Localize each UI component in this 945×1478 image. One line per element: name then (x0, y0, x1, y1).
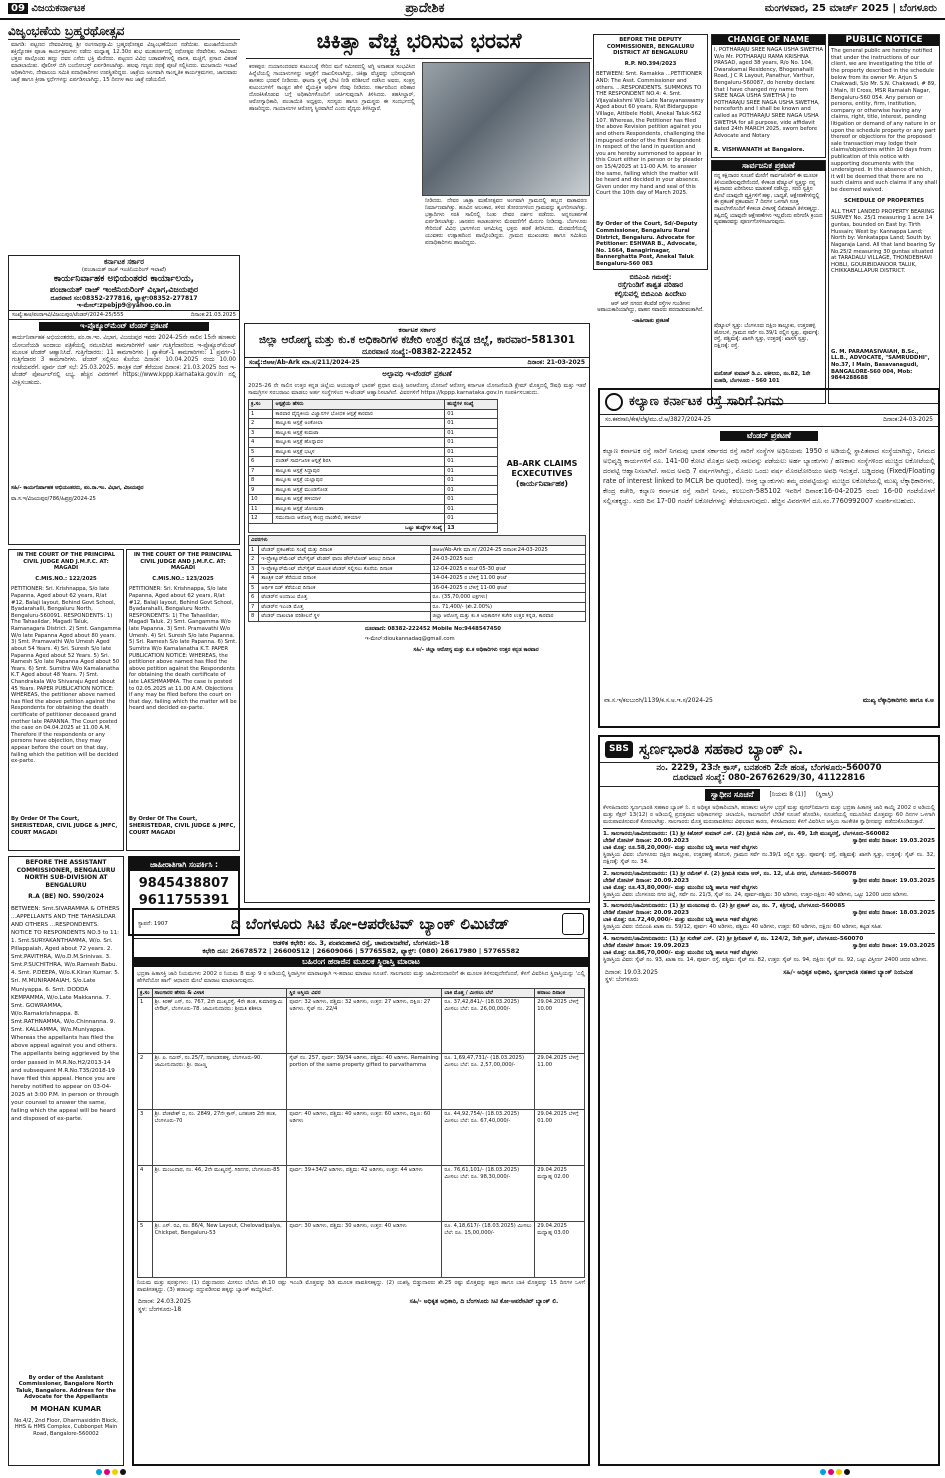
gov-label: ಕರ್ನಾಟಕ ಸರ್ಕಾರ (104, 258, 144, 266)
public-notice-kn (711, 160, 826, 404)
auction-place: ಸ್ಥಳ: ಬೆಂಗಳೂರು-18 (138, 1305, 182, 1313)
schedule-cell: 12-04-2025 ರ ಸಂಜೆ 05-30 ಘಂಟೆ (430, 564, 585, 574)
table-row (138, 1222, 585, 1278)
schedule-cell: ತಾಂತ್ರಿಕ ಬಿಡ್ ತೆರೆಯುವ ದಿನಾಂಕ (259, 574, 430, 584)
schedule-row (249, 564, 586, 574)
notice-sign: ಸಹಿ/- ಕಾರ್ಯನಿರ್ವಾಹಕ ಅಭಿಯಂತರರು, ಪಂ.ರಾ.ಇಂ. ವಿಭಾಗ, ವಿಜಯಪುರ (11, 485, 144, 492)
schedule-cell: ಟೆಂಡರ್ ಪ್ರಕಟಣೆಯ ಸಂಖ್ಯೆ ಮತ್ತು ದಿನಾಂಕ (259, 545, 430, 555)
notice-intro: ಕೆಳಸಹಿದಾರರು ಸ್ವರ್ಣಭಾರತಿ ಸಹಕಾರ ಬ್ಯಾಂಕ್ ನಿ. ನ ಅಧಿಕೃತ ಅಧಿಕಾರಿಯಾಗಿ, ಹಣಕಾಸು ಆಸ್ತಿಗಳ ಭದ್ರತೆ ಮತ್ತು ಪುನರ್‌ನಿರ್ಮಾಣ ಮತ್ತು ಭದ್ರತಾ ಹಿತಾಸಕ್ತಿ ಜಾರಿ ಕಾಯ್ದೆ 2002 ರ ಅಡಿಯಲ್ಲಿ ಮತ್ತು ಸೆಕ್ಷನ್ 13(12) ರ ಅಡಿಯಲ್ಲಿ ಪ್ರದತ್ತವಾದ ಅಧಿಕಾರಗಳನ್ನು ಚಲಾಯಿಸಿ, ಸಾಲಗಾರರಿಗೆ ಬೇಡಿಕೆ ಸೂಚನೆ ಹೊರಡಿಸಿ, ಸೂಚನೆಯಲ್ಲಿ ನಮೂದಿಸಿದ ಮೊತ್ತವನ್ನು 60 ದಿನಗಳ ಒಳಗಾಗಿ ಮರುಪಾವತಿಸುವಂತೆ ಕೋರಲಾಗಿತ್ತು. ಸಾಲಗಾರರು ಮೊತ್ತ ಮರುಪಾವತಿಸಲು ವಿಫಲರಾದ ಕಾರಣ, ಕೆಳಸಹಿದಾರರು ಕೆಳಗೆ ವಿವರಿಸಿದ ಆಸ್ತಿಯ ಸಾಂಕೇತಿಕ ಸ್ವಾಧೀನವನ್ನು ಪಡೆದುಕೊಂಡಿರುತ್ತಾರೆ. (603, 805, 935, 826)
schedule-row (249, 593, 586, 603)
table-cell: 01 (445, 419, 498, 429)
dc-title: BEFORE THE DEPUTY COMMISSIONER, BENGALURU DISTRICT AT BENGALURU (606, 37, 695, 57)
table-cell: 01 (445, 495, 498, 505)
ac-body: BETWEEN: Smt.SIVARAMMA & OTHERS ...APPELLANTS AND THE TAHASILDAR AND OTHERS ...RESPONDENTS. NOTICE TO RESPONDENTS NO.3 to 11: 1. Smt.SURYAKANTHAMMA, W/o. Sri. Pillappaiah, Aged about 72 years. 2. Smt.PAVITHRA, W/o.D.M.Srinivas. 3. Smt.P.SUCHITHRA, W/o.Ramesh Babu. 4. Smt. P.DEEPA, W/o.K.Kiran Kumar. 5. Sri. M.MUNIRAMAIAH, S/o.Late Muniyappa. 6. Smt. DODDA KEMPAMMA, W/o.Late Makkanna. 7. Smt. GOWRAMMA, W/o.Ramakrishnappa. 8. Smt.RATHNAMMA, W/o.Chinnanna. 9. Smt. KALLAMMA, W/o.Muniyappa. Whereas the appellants has filed the above appeal against you and others. The appellants being aggrieved by the order passed in M.R.No.H2/2013-14 and subsequent M.R.No.T35/2018-19 have filed this appeal. Hence you are hereby notified to appear on 03-04-2025 at 3:00 P.M. in person or through your counsel to answer the same, failing which the appeal will be heard and disposed of ex-parte. (11, 905, 120, 1123)
entry-borrowers: 4. ಸಾಲಗಾರರು/ಜಾಮೀನುದಾರರು: (1) ಶ್ರೀ ಸುರೇಶ್ ಎಸ್. (2) ಶ್ರೀ ಶ್ರೀನಿವಾಸ್ ಕೆ, ನಂ. 124/2, 3ನೇ ಕ್ರಾಸ್, ಬೆಂಗಳೂರು-560070 (603, 935, 864, 942)
table-cell: ಕಾರವಾರ ವೈದ್ಯಕೀಯ ವಿಜ್ಞಾನಗಳ ಭೋಧಕ ಆಸ್ಪತ್ರೆ ಕಾರವಾರ (273, 409, 445, 419)
table-cell: 01 (445, 428, 498, 438)
table-cell: ರೂ. 1,69,47,731/- (18.03.2025) ಮೀಸಲು ಬೆಲೆ: ರೂ. 2,57,00,000/- (442, 1054, 535, 1110)
table-cell: 01 (445, 466, 498, 476)
entry-possession-date: ಸ್ವಾಧೀನ ಪಡೆದ ದಿನಾಂಕ: 19.03.2025 (852, 942, 935, 949)
ac-title: BEFORE THE ASSISTANT COMMISSIONER, BENGALURU NORTH SUB-DIVISION AT BENGALURU (16, 859, 116, 889)
pn-body: The general public are hereby notified that under the instructions of our client, we are investigating the title of the property described in the schedule below from its owner Mr. Arjun S Chakwadi, S/o Mr. S.N. Chakwadi, # 89, I Main, III Cross, MSR Ramaiah Nagar, Bengaluru-560 054. Any person or persons, entity, firm, institution, company or otherwise having any claims, right, title, interest, pending litigation or demand of any nature in or upon the schedule property or any part thereof or objections for the proposed sale transaction may lodge their claims/objections within 10 days from publication of this notice with supporting documents with the undersigned. In the absence of which, it will be deemed that there are no such claims and such claims if any shall be deemed waived. (831, 48, 937, 194)
story-body: ಮಾಗಡಿ: ಪಟ್ಟಣದ ದೇವರವೀರಪ್ಪ ಶ್ರೀ ರಂಗನಾಥಸ್ವಾಮಿ ಬ್ರಹ್ಮರಥೋತ್ಸವ ವಿಜೃಂಭಣೆಯಿಂದ ನಡೆಯಿತು. ಮಂಜಾನೆಯಿಂದಲೇ ಶಕ್ತಿದ್ಯೋತಕ ಪೂಜಾ ಕಾರ್ಯಕ್ರಮಗಳು ನಡೆದು ಮಧ್ಯಾಹ್ನ 12.30ರ ಶುಭ ಮುಹೂರ್ತದಲ್ಲಿ ರಥೋತ್ಸವ ನೆರವೇರಿತು. ಸಾವಿರಾರು ಭಕ್ತರು ಪಾಲ್ಗೊಂಡು ಹಣ್ಣು ದವನ ಎಸೆದು ಭಕ್ತಿ ಮೆರೆದರು. ಪಟ್ಟಣದ ವಿವಿಧ ಬಡಾವಣೆಗಳಲ್ಲಿ ಪಾನಕ, ಮಜ್ಜಿಗೆ, ಪ್ರಸಾದ ವಿತರಣೆ ಮಾಡಲಾಯಿತು. ಪೊಲೀಸ್ ಬಿಗಿ ಬಂದೋಬಸ್ತ್ ಏರ್ಪಡಿಸಲಾಗಿತ್ತು. ಹಲವು ಗಣ್ಯರು ರಥಕ್ಕೆ ಪೂಜೆ ಸಲ್ಲಿಸಿದರು. ಮುಜರಾಯಿ ಇಲಾಖೆ ಅಧಿಕಾರಿಗಳು, ದೇವಾಲಯ ಸಮಿತಿ ಪದಾಧಿಕಾರಿಗಳು ಉಪಸ್ಥಿತರಿದ್ದರು. ಜಾತ್ರೆಯ ಅಂಗವಾಗಿ ಸಾಂಸ್ಕೃತಿಕ ಕಾರ್ಯಕ್ರಮಗಳು, ಜಾನುವಾರು ಜಾತ್ರೆ ಹಾಗೂ ಕ್ರೀಡಾ ಸ್ಪರ್ಧೆಗಳನ್ನು ಏರ್ಪಡಿಸಲಾಗಿದ್ದು, 15 ದಿನಗಳ ಕಾಲ ಜಾತ್ರೆ ನಡೆಯಲಿದೆ. (11, 42, 237, 83)
schedule-row (249, 574, 586, 584)
ad-contact-label: ಜಾಹೀರಾತಿಗಾಗಿ ಸಂಪರ್ಕಿಸಿ : (130, 858, 238, 871)
pn-schedule: ALL THAT LANDED PROPERTY BEARING SURVEY No. 25/1 measuring 1 acre 14 guntas, bounded on East by: Tirth Hussain; West by: Kannappa Land; North by: Venkatappa Land; South by: Nagaraja Land. All that land bearing Sy No.25/2 measuring 30 guntas situated at TARADALU VILLAGE, THONDEBHAVI HOBLI, GOURIBIDANOOR TALUK, CHIKKABALLAPUR DISTRICT. (831, 208, 936, 275)
story-title: ವಿಜೃಂಭಣೆಯ ಬ್ರಹ್ಮರಥೋತ್ಸವ (8, 24, 240, 40)
table-cell: 4 (138, 1166, 153, 1222)
schedule-cell: ಟೆಂಡರ್ ದಾಖಲಾತಿ ಪರಿಶೀಲನೆ ಸ್ಥಳ (259, 612, 430, 622)
auction-terms: ನಿಯಮ ಮತ್ತು ಷರತ್ತುಗಳು: (1) ಬಿಡ್ಡುದಾರರು ಮೀಸಲು ಬೆಲೆಯ ಶೇ.10 ರಷ್ಟು ಇಎಂಡಿ ಮೊತ್ತವನ್ನು ಡಿಡಿ ಮೂಲಕ ಪಾವತಿಸತಕ್ಕದ್ದು. (2) ಯಶಸ್ವಿ ಬಿಡ್ಡುದಾರರು ಶೇ.25 ರಷ್ಟು ಮೊತ್ತವನ್ನು ತಕ್ಷಣ ಹಾಗೂ ಬಾಕಿ ಮೊತ್ತವನ್ನು 15 ದಿನಗಳ ಒಳಗೆ ಪಾವತಿಸತಕ್ಕದ್ದು. (3) ಹರಾಜನ್ನು ರದ್ದುಪಡಿಸುವ ಹಕ್ಕನ್ನು ಬ್ಯಾಂಕ್ ಕಾಯ್ದಿರಿಸಿದೆ. (137, 1280, 585, 1294)
entry-borrowers: 1. ಸಾಲಗಾರರು/ಜಾಮೀನುದಾರರು: (1) ಶ್ರೀ ಕಿಶೋರ್ ಕುಮಾರ್ ಎಸ್. (2) ಶ್ರೀಮತಿ ಸವಿತಾ ಎಸ್, ನಂ. 49, 1ನೇ ಮುಖ್ಯರಸ್ತೆ, ಬೆಂಗಳೂರು-560082 (603, 831, 890, 838)
office-title: ಕಾರ್ಯನಿರ್ವಾಹಕ ಅಭಿಯಂತರರ ಕಾರ್ಯಾಲಯ, (53, 273, 195, 284)
court-sign: By Order Of The Court, SHERISTEDAR, CIVIL JUDGE & JMFC, COURT MAGADI (11, 816, 118, 836)
table-row (249, 438, 498, 448)
tender-kkrtc (598, 388, 940, 728)
notice-sign: ಮುಖ್ಯ ಲೆಕ್ಕಾಧಿಕಾರಿಗಳು ಹಾಗೂ ಕ.ಅ (862, 697, 934, 705)
table-cell: ಶ್ರೀ. ಕಿರಣ್ ಎಸ್, ನಂ. 767, 2ನೇ ಮುಖ್ಯರಸ್ತೆ, 4ನೇ ಹಂತ, ಕುಮಾರಸ್ವಾಮಿ ಲೇಔಟ್, ಬೆಂಗಳೂರು-78. ಜಾಮೀನುದಾರರು: ಶ್ರೀಮತಿ ಶಶಿಕಲಾ (152, 998, 287, 1054)
health-title: ಜಿಲ್ಲಾ ಆರೋಗ್ಯ ಮತ್ತು ಕು.ಕ ಅಧಿಕಾರಿಗಳ ಕಚೇರಿ ಉತ್ತರ ಕನ್ನಡ ಜಿಲ್ಲೆ, ಕಾರವಾರ-581301 (258, 334, 576, 347)
table-cell: ತಾಲ್ಲೂಕು ಆಸ್ಪತ್ರೆ ಭಟ್ಕಳ (273, 447, 445, 457)
table-cell: ರೂ. 44,92,754/- (18.03.2025) ಮೀಸಲು ಬೆಲೆ: ರೂ. 67,40,000/- (442, 1110, 535, 1166)
pp-schedule: ಷೆಡ್ಯೂಲ್ ಸ್ವತ್ತು: ಬೆಂಗಳೂರು ದಕ್ಷಿಣ ತಾಲ್ಲೂಕು, ಉತ್ತರಹಳ್ಳಿ ಹೋಬಳಿ, ಗ್ರಾಮದ ಸರ್ವೆ ನಂ.39/1 ರಲ್ಲಿನ ಸ್ವತ್ತು, ಪೂರ್ವಕ್ಕೆ: ರಸ್ತೆ, ಪಶ್ಚಿಮಕ್ಕೆ: ಖಾಸಗಿ ಸ್ವತ್ತು, ಉತ್ತರಕ್ಕೆ: ಖಾಸಗಿ ಸ್ವತ್ತು, ದಕ್ಷಿಣಕ್ಕೆ: ರಸ್ತೆ. (714, 323, 820, 349)
pp-title: ಸಾರ್ವಜನಿಕ ಪ್ರಕಟಣೆ (712, 161, 825, 171)
table-header: ಕ್ರ.ಸಂ (249, 400, 273, 410)
schedule-cell: 8 (249, 612, 259, 622)
table-cell: 01 (445, 447, 498, 457)
page-number: 09 ವಿಜಯಕರ್ನಾಟಕ (8, 3, 85, 16)
sbs-sign: ಸಹಿ/- ಅಧಿಕೃತ ಅಧಿಕಾರಿ, ಸ್ವರ್ಣಭಾರತಿ ಸಹಕಾರ ಬ್ಯಾಂಕ್ ನಿಯಮಿತ (783, 968, 913, 976)
table-row (249, 428, 498, 438)
schedule-cell: 4 (249, 574, 259, 584)
notice-title: ಇ-ಪ್ರೊಕ್ಯೂರ್‌ಮೆಂಟ್ ಟೆಂಡರ್ ಪ್ರಕಟಣೆ (39, 322, 209, 331)
story-body: ಕನಕಪುರ: ದಯಾನಂದರವರ ಕುಟುಂಬಕ್ಕೆ ಸೇರಿದ ಮನೆ ಸಮೀಪದಲ್ಲಿ ಅಗ್ನಿ ಅನಾಹುತ ಸಂಭವಿಸಿದ ಹಿನ್ನೆಲೆಯಲ್ಲಿ ಗಾಯಾಳುಗಳನ್ನು ಆಸ್ಪತ್ರೆಗೆ ದಾಖಲಿಸಲಾಗಿದ್ದು, ಚಿಕಿತ್ಸಾ ವೆಚ್ಚವನ್ನು ಭರಿಸುವುದಾಗಿ ಶಾಸಕರು ಭರವಸೆ ನೀಡಿದರು. ಘಟನಾ ಸ್ಥಳಕ್ಕೆ ಭೇಟಿ ನೀಡಿ ಪರಿಶೀಲನೆ ನಡೆಸಿದ ಅವರು, ಸಂತ್ರಸ್ತ ಕುಟುಂಬಗಳಿಗೆ ಸಾಂತ್ವನ ಹೇಳಿ ವೈಯಕ್ತಿಕ ಆರ್ಥಿಕ ನೆರವು ನೀಡಿದರು. ಸರ್ಕಾರದಿಂದ ಪರಿಹಾರ ದೊರಕಿಸಿಕೊಡುವ ಬಗ್ಗೆ ಅಧಿಕಾರಿಗಳೊಂದಿಗೆ ಚರ್ಚಿಸುವುದಾಗಿ ತಿಳಿಸಿದರು. ತಹಸೀಲ್ದಾರ್, ಆರೋಗ್ಯಾಧಿಕಾರಿ, ಪಂಚಾಯಿತಿ ಅಧ್ಯಕ್ಷರು, ಸದಸ್ಯರು ಹಾಗೂ ಗ್ರಾಮಸ್ಥರು ಈ ಸಂದರ್ಭದಲ್ಲಿ ಹಾಜರಿದ್ದರು. ಗಾಯಾಳುಗಳ ಆರೋಗ್ಯ ಸ್ಥಿರವಾಗಿದೆ ಎಂದು ವೈದ್ಯರು ತಿಳಿಸಿದ್ದಾರೆ. (249, 64, 415, 112)
table-cell: 29.04.2025 ಬೆಳಿಗ್ಗೆ 01.00 (535, 1110, 585, 1166)
table-row (249, 409, 498, 419)
schedule-cell: 14-04-2025 ರ ಬೆಳಿಗ್ಗೆ 11.00 ಘಂಟೆ (430, 574, 585, 584)
table-row (249, 495, 498, 505)
table-row (249, 457, 498, 467)
schedule-cell: ರೂ. (35,70,000 ಲಕ್ಷಗಳು) (430, 593, 585, 603)
ac-sign: By order of the Assistant Commissioner, Bangalore North Taluk, Bangalore. Address for the Advocate for the Appellants (15, 1374, 117, 1401)
entry-amount: ಬಾಕಿ ಮೊತ್ತ: ರೂ.72,40,000/- ಮತ್ತು ಮುಂದಿನ ಬಡ್ಡಿ ಹಾಗೂ ಇತರೆ ವೆಚ್ಚಗಳು (603, 917, 758, 924)
public-notice-en (828, 34, 940, 404)
story-title: ಚಿಕಿತ್ಸಾ ವೆಚ್ಚ ಭರಿಸುವ ಭರವಸೆ (246, 24, 592, 59)
table-cell: 5 (249, 447, 273, 457)
ref-date: ದಿನಾಂಕ:24-03-2025 (883, 417, 933, 423)
tender-schedule-table (248, 535, 586, 622)
table-row (249, 447, 498, 457)
ac-address: No.4/2, 2nd Floor, Dharmasiddin Block, HHS & HMS Complex, Cubbonpet Main Road, Bangalore-560002 (14, 1417, 118, 1437)
table-cell: 1 (249, 409, 273, 419)
mini-line-1: ಬಿಬಿಎಂಪಿ ಗಮನಕ್ಕೆ: (629, 273, 672, 281)
table-header: ಸ್ಥಿರ ಆಸ್ತಿಯ ವಿವರ (287, 988, 442, 998)
entry-possession-date: ಸ್ವಾಧೀನ ಪಡೆದ ದಿನಾಂಕ: 18.03.2025 (852, 910, 935, 917)
entry-property: ಸ್ಥಿರಾಸ್ತಿಯ ವಿವರ: ಬೆಂಗಳೂರು ದಕ್ಷಿಣ ತಾಲ್ಲೂಕು, ಉತ್ತರಹಳ್ಳಿ ಹೋಬಳಿ, ಗ್ರಾಮದ ಸರ್ವೆ ನಂ.39/1 ರಲ್ಲಿನ ಸ್ವತ್ತು. ಪೂರ್ವಕ್ಕೆ: ರಸ್ತೆ, ಪಶ್ಚಿಮಕ್ಕೆ: ಖಾಸಗಿ ಸ್ವತ್ತು, ಉತ್ತರಕ್ಕೆ: ಸೈಟ್ ನಂ. 32, ದಕ್ಷಿಣಕ್ಕೆ: ಸೈಟ್ ನಂ. 34. (603, 852, 935, 865)
news-photo (422, 62, 590, 196)
table-row (138, 1166, 585, 1222)
table-row (138, 1110, 585, 1166)
court-body: PETITIONER: Sri. Krishnappa, S/o late Papanna, Aged about 62 years, R/at #12, Balaji layout, Behind Govt School, Byadarahalli, Bengaluru North, Bengaluru-560091. RESPONDENTS: 1) The Tahasildar, Magadi Taluk, Ramanagara District. 2) Smt. Gangamma W/o late Papanna Aged about 80 years. 3) Smt. Pramavathi W/o Umesh Aged about 54 Years. 4) Sri. Suresh S/o late Papanna Aged about 52 Years. 5) Sri. Ramesh S/o late Papanna Aged about 50 Years. 6) Smt. Sumitra W/o Kamalanatha K.T Aged about 48 Years. 7) Smt. Chandrakala W/o Shivaraju Aged about 45 Years. PAPER PUBLICATION NOTICE: WHEREAS, the petitioner above named has filed the above petition against the Respondents for obtaining the death certificate of petitioner deceased grand mother late PAPANNA. The Court posted the case on 04.04.2025 at 11.00 A.M. Therefore if the respondents or any persons have objection, they may appear before the court on that day, failing which the petition will be decided ex-parte. (11, 586, 121, 765)
table-cell: 3 (249, 428, 273, 438)
entry-amount: ಬಾಕಿ ಮೊತ್ತ: ರೂ.58,20,000/- ಮತ್ತು ಮುಂದಿನ ಬಡ್ಡಿ ಹಾಗೂ ಇತರೆ ವೆಚ್ಚಗಳು (603, 845, 758, 852)
notice-rule: [ನಿಯಮ 8 (1)] (769, 791, 806, 799)
health-sign: ಸಹಿ/- ಜಿಲ್ಲಾ ಆರೋಗ್ಯ ಮತ್ತು ಕು.ಕ ಅಧಿಕಾರಿಗಳು ಉತ್ತರ ಕನ್ನಡ ಕಾರವಾರ (413, 646, 539, 653)
court-title: IN THE COURT OF THE PRINCIPAL CIVIL JUDGE AND J.M.F.C. AT: MAGADI (16, 552, 116, 572)
entry-property: ಸ್ಥಿರಾಸ್ತಿಯ ವಿವರ: ಬೆಂಗಳೂರು ನಗರ ಜಿಲ್ಲೆ, ಸರ್ವೆ ನಂ. 21/3, ಸೈಟ್ ನಂ. 24, ಪೂರ್ವ-ಪಶ್ಚಿಮ: 30 ಅಡಿಗಳು, ಉತ್ತರ-ದಕ್ಷಿಣ: 40 ಅಡಿಗಳು, ಒಟ್ಟು 1200 ಚದರ ಅಡಿಗಳು. (603, 891, 909, 898)
notice-title: ಅಲ್ಪಾವಧಿ ಇ-ಟೆಂಡರ್ ಪ್ರಕಟಣೆ (382, 370, 452, 379)
table-row (249, 419, 498, 429)
table-cell: 01 (445, 504, 498, 514)
table-cell: 5 (138, 1222, 153, 1278)
table-header: ಬಾಕಿ ಮೊತ್ತ / ಮೀಸಲು ಬೆಲೆ (442, 988, 535, 998)
table-cell: 01 (445, 457, 498, 467)
sbs-date: ದಿನಾಂಕ: 19.03.2025 (605, 968, 658, 976)
entry-possession-date: ಸ್ವಾಧೀನ ಪಡೆದ ದಿನಾಂಕ: 19.03.2025 (852, 838, 935, 845)
story-body-continued: ನೀಡಿದರು. ದೇವರ ಜಾತ್ರಾ ಮಹೋತ್ಸವದ ಅಂಗವಾಗಿ ಗ್ರಾಮದಲ್ಲಿ ಹಬ್ಬದ ವಾತಾವರಣ ನಿರ್ಮಾಣವಾಗಿತ್ತು. ಹೂವಿನ ಅಲಂಕಾರ, ತಳಿರು ತೋರಣಗಳಿಂದ ಗ್ರಾಮವನ್ನು ಶೃಂಗರಿಸಲಾಗಿತ್ತು. ಭಕ್ತಾದಿಗಳು ಸರತಿ ಸಾಲಿನಲ್ಲಿ ನಿಂತು ದೇವರ ದರ್ಶನ ಪಡೆದರು. ಅನ್ನಸಂತರ್ಪಣೆ ಏರ್ಪಡಿಸಲಾಗಿತ್ತು. ಜಾನಪದ ಕಲಾತಂಡಗಳು ಮೆರವಣಿಗೆಗೆ ಮೆರುಗು ನೀಡಿದವು. ಬೆಂಗಳೂರು ಸೇರಿದಂತೆ ವಿವಿಧ ಭಾಗಗಳಿಂದ ಆಗಮಿಸಿದ್ದ ಭಕ್ತರು ಹರಕೆ ತೀರಿಸಿದರು. ಮೆರವಣಿಗೆಯಲ್ಲಿ ಯುವಕರು ಉತ್ಸಾಹದಿಂದ ಪಾಲ್ಗೊಂಡಿದ್ದರು. ಗ್ರಾಮದ ಮುಖಂಡರು ಹಾಗೂ ಸಮಿತಿಯ ಪದಾಧಿಕಾರಿಗಳು ಹಾಜರಿದ್ದರು. (425, 198, 587, 246)
entry-property: ಸ್ಥಿರಾಸ್ತಿಯ ವಿವರ: ಸೈಟ್ ನಂ. 93, ಖಾತಾ ನಂ. 14, ಪೂರ್ವ: ರಸ್ತೆ, ಪಶ್ಚಿಮ: ಸೈಟ್ ನಂ. 82, ಉತ್ತರ: ಸೈಟ್ ನಂ. 94, ದಕ್ಷಿಣ: ಸೈಟ್ ನಂ. 92, ಒಟ್ಟು ವಿಸ್ತೀರ್ಣ 2400 ಚದರ ಅಡಿಗಳು. (603, 956, 928, 963)
entry-property: ಸ್ಥಿರಾಸ್ತಿಯ ವಿವರ: ಬಿಬಿಎಂಪಿ ಖಾತಾ ನಂ. 59/12, ಪೂರ್ವ: 40 ಅಡಿಗಳು, ಪಶ್ಚಿಮ: 40 ಅಡಿಗಳು, ಉತ್ತರ: 60 ಅಡಿಗಳು, ದಕ್ಷಿಣ: 60 ಅಡಿಗಳು, ಕಟ್ಟಡ ಸಹಿತ. (603, 924, 883, 931)
ac-case: R.A (BE) NO. 590/2024 (28, 893, 104, 900)
office-email: ಇ-ಮೇಲ್:zpebjp9@yahoo.co.in (76, 302, 171, 310)
table-cell: ಶ್ರೀ. ವೆಂಕಟೇಶ್ ಬಿ, ನಂ. 2849, 27ನೇ ಕ್ರಾಸ್, ಬನಶಂಕರಿ 2ನೇ ಹಂತ, ಬೆಂಗಳೂರು-70 (152, 1110, 287, 1166)
dc-sign: By Order of the Court, Sd/-Deputy Commissioner, Bengaluru Rural District, Bengaluru. Advocate for Petitioner: ESHWAR B., Advocate, No. 1664, Banagirinagar, Bannerghatta Post, Anekal Taluk Bengaluru-560 083 (596, 221, 698, 268)
ref-number: ಸಂಖ್ಯೆ:ಕಾಅ/ಪಂರಾಇವಿ/ವಿಜಯಪುರ/ಟೆಂಡರ್/2024-25/555 (12, 311, 124, 318)
sbs-address: ನಂ. 2229, 23ನೇ ಕ್ರಾಸ್, ಬನಶಂಕರಿ 2ನೇ ಹಂತ, ಬೆಂಗಳೂರು-560070 (656, 762, 882, 773)
notice-intro: ಭದ್ರತಾ ಹಿತಾಸಕ್ತಿ ಜಾರಿ ನಿಯಮಗಳು 2002 ರ ನಿಯಮ 8 ಮತ್ತು 9 ರ ಅಡಿಯಲ್ಲಿ ಸ್ಥಿರಾಸ್ತಿಗಳ ಮಾರಾಟಕ್ಕಾಗಿ ಇ-ಹರಾಜು ಮಾರಾಟ ಸೂಚನೆ. ಸಾಲಗಾರರು ಮತ್ತು ಜಾಮೀನುದಾರರಿಗೆ ಈ ಮೂಲಕ ತಿಳಿಸುವುದೇನೆಂದರೆ, ಕೆಳಗೆ ವಿವರಿಸಿದ ಸ್ಥಿರಾಸ್ತಿಯನ್ನು 'ಎಲ್ಲಿ ಹೇಗಿದೆಯೋ ಹಾಗೆ' ಆಧಾರದ ಮೇಲೆ ಮಾರಾಟ ಮಾಡಲಾಗುವುದು. (137, 971, 585, 985)
schedule-cell: 3 (249, 564, 259, 574)
schedule-cell: ಜಿಲ್ಲಾ ಆರೋಗ್ಯ ಮತ್ತು ಕು.ಕ ಅಧಿಕಾರಿಗಳ ಕಚೇರಿ ಉತ್ತರ ಕನ್ನಡ, ಕಾರವಾರ (430, 612, 585, 622)
table-cell: ಪೂರ್ವ: 30 ಅಡಿಗಳು, ಪಶ್ಚಿಮ: 30 ಅಡಿಗಳು, ಉತ್ತರ: 40 ಅಡಿಗಳು (287, 1222, 442, 1278)
auction-bcc (132, 908, 590, 1466)
mini-line-3: ಕಲ್ಪಿಸುವಲ್ಲಿ ಬಿಬಿಎಂಪಿ ಹಿಂದೇಟು (614, 289, 687, 298)
entry-amount: ಬಾಕಿ ಮೊತ್ತ: ರೂ.86,70,000/- ಮತ್ತು ಮುಂದಿನ ಬಡ್ಡಿ ಹಾಗೂ ಇತರೆ ವೆಚ್ಚಗಳು (603, 949, 758, 956)
table-cell: ತಾಲ್ಲೂಕು ಆಸ್ಪತ್ರೆ ಅಂಕೋಲಾ (273, 419, 445, 429)
registration-marks-right (820, 1469, 850, 1475)
possession-entry (603, 868, 935, 901)
bank-phone: ಕಛೇರಿ ದೂ: 26678572 | 26600512 | 26609066 | 57765582, ಫ್ಯಾಕ್ಸ್: (080) 26617980 | 57765582 (202, 947, 520, 956)
schedule-cell: ಇ-ಪ್ರೊಕ್ಯೂರ್‌ಮೆಂಟ್ ವೆಬ್‌ಸೈಟ್ ಟೆಂಡರ್ ಫಾರಂ ಡೌನ್‌ಲೋಡ್ ಆರಂಭ ದಿನಾಂಕ (259, 555, 430, 565)
schedule-row (249, 545, 586, 555)
entry-demand-date: ಬೇಡಿಕೆ ನೋಟಿಸ್ ದಿನಾಂಕ: 19.09.2023 (603, 942, 690, 949)
table-row (249, 514, 498, 524)
issue-date: ಮಂಗಳವಾರ, 25 ಮಾರ್ಚ್ 2025 | ಬೆಂಗಳೂರು (764, 2, 937, 14)
table-cell: 3 (138, 1110, 153, 1166)
table-cell: 01 (445, 438, 498, 448)
post-name: AB-ARK CLAIMS ECXECUTIVES (ಕಾರ್ಯನಿರ್ವಾಹಕ) (506, 459, 578, 489)
notice-title: ಟೆಂಡರ್ ಪ್ರಕಟಣೆ (720, 431, 818, 441)
table-cell: ಪೂರ್ವ: 39+34/2 ಅಡಿಗಳು, ಪಶ್ಚಿಮ: 42 ಅಡಿಗಳು, ಉತ್ತರ: 44 ಅಡಿಗಳು (287, 1166, 442, 1222)
dc-notice (593, 34, 708, 270)
notice-body: ಕಲ್ಯಾಣ ಕರ್ನಾಟಕ ರಸ್ತೆ ಸಾರಿಗೆ ನಿಗಮವು ಭಾರತ ಸರ್ಕಾರದ ರಸ್ತೆ ಸಾರಿಗೆ ಸಂಸ್ಥೆಗಳ ಅಧಿನಿಯಮ 1950 ರ ಅಡಿಯಲ್ಲಿ ಸ್ಥಾಪಿತವಾದ ಸಂಸ್ಥೆಯಾಗಿದ್ದು, ನಿಗಮದ ಅಭಿವೃದ್ಧಿ ಕಾರ್ಯಗಳಿಗೆ ರೂ. 141-00 ಕೋಟಿ ಮೊತ್ತದ ಅವಧಿ ಸಾಲವನ್ನು ಪಡೆಯಲು ಅರ್ಹ ಬ್ಯಾಂಕುಗಳು / ಹಣಕಾಸು ಸಂಸ್ಥೆಗಳಿಂದ ಮುಚ್ಚಿದ ಲಕೋಟೆಯಲ್ಲಿ ದರಪಟ್ಟಿ ಆಹ್ವಾನಿಸಲಾಗಿದೆ. ಸಾಲದ ಅವಧಿ 7 ವರ್ಷಗಳಾಗಿದ್ದು, ಮೊದಲ ಒಂದು ವರ್ಷ ಮೊರಟೋರಿಯಂ ಅವಧಿ ಇರುತ್ತದೆ. ಬಡ್ಡಿದರವು (Fixed/Floating rate of interest linked to MCLR be quoted). ಆಸಕ್ತ ಬ್ಯಾಂಕುಗಳು ತಮ್ಮ ದರಪಟ್ಟಿಯನ್ನು ಮುಚ್ಚಿದ ಲಕೋಟೆಯಲ್ಲಿ ಮುಖ್ಯ ಲೆಕ್ಕಾಧಿಕಾರಿಗಳು, ಕೇಂದ್ರ ಕಚೇರಿ, ಕಲ್ಯಾಣ ಕರ್ನಾಟಕ ರಸ್ತೆ ಸಾರಿಗೆ ನಿಗಮ, ಕಲಬುರಗಿ-585102 ಇವರಿಗೆ ದಿನಾಂಕ:16-04-2025 ರಂದು 16-00 ಗಂಟೆಯೊಳಗೆ ಸಲ್ಲಿಸತಕ್ಕದ್ದು. ಸದರಿ ದಿನ 17-00 ಗಂಟೆಗೆ ಲಕೋಟೆಗಳನ್ನು ತೆರೆಯಲಾಗುವುದು. ಹೆಚ್ಚಿನ ವಿವರಗಳಿಗೆ ದೂ.ಸಂ.7760992007 ಸಂಪರ್ಕಿಸಬಹುದು. (603, 447, 935, 505)
possession-sbs (598, 735, 940, 1466)
tender-vijayapura (8, 255, 240, 545)
mini-line-5: -ಜಾಹೀರಾತು ಪ್ರಕಟಣೆ (631, 317, 670, 324)
health-phone: ದೂರವಾಣಿ ಸಂಖ್ಯೆ:-08382-222452 (362, 347, 472, 357)
notice-body: ಕಾರ್ಯನಿರ್ವಾಹಕ ಅಭಿಯಂತರರು, ಪಂ.ರಾ.ಇಂ. ವಿಭಾಗ, ವಿಜಯಪುರ ಇವರು 2024-25ನೇ ಸಾಲಿನ 15ನೇ ಹಣಕಾಸು ಯೋಜನೆಯಡಿ ಅಂದಾಜು ಪತ್ರಿಕೆಯಲ್ಲಿ ನಮೂದಿಸಿದ ಕಾಮಗಾರಿಗಳಿಗೆ ಅರ್ಹ ಗುತ್ತಿಗೆದಾರರಿಂದ ಇ-ಪ್ರೊಕ್ಯೂರ್‌ಮೆಂಟ್ ಮೂಲಕ ಟೆಂಡರ್ ಆಹ್ವಾನಿಸಿದೆ. ಗುತ್ತಿಗೆದಾರರು: 11 ಕಾಮಗಾರಿಗಳು | ಪ್ಯಾಕೇಜ್-1 ಕಾಮಗಾರಿಗಳು: 1 ಪ್ರವರ್ಗ-1 ಗುತ್ತಿಗೆದಾರರ 3 ಕಾಮಗಾರಿಗಳು. ಟೆಂಡರ್ ಸಲ್ಲಿಸಲು ಕೊನೆಯ ದಿನಾಂಕ: 10.04.2025 ರಂದು 10.00 ಗಂಟೆಯವರೆಗೆ. ಪೂರ್ವ ಬಿಡ್ ಸಭೆ: 25.03.2025. ತಾಂತ್ರಿಕ ಬಿಡ್ ತೆರೆಯುವ ದಿನಾಂಕ: 21.03.2025 ರಿಂದ ಇ-ಟೆಂಡರ್ ಪೋರ್ಟಲ್‌ನಲ್ಲಿ ಲಭ್ಯ. ಹೆಚ್ಚಿನ ವಿವರಗಳಿಗೆ https://www.kppp.karnataka.gov.in ನಲ್ಲಿ ವೀಕ್ಷಿಸಬಹುದು. (12, 335, 236, 386)
court-title: IN THE COURT OF THE PRINCIPAL CIVIL JUDGE AND J.M.F.C. AT: MAGADI (133, 552, 233, 572)
table-cell: 8 (249, 476, 273, 486)
mini-civic-ad (593, 273, 708, 404)
pp-body: ನನ್ನ ಕಕ್ಷಿದಾರರ ಸೂಚನೆ ಮೇರೆಗೆ ಸಾರ್ವಜನಿಕರಿಗೆ ಈ ಮೂಲಕ ತಿಳಿಯಪಡಿಸುವುದೇನೆಂದರೆ, ಕೆಳಕಂಡ ಷೆಡ್ಯೂಲ್ ಸ್ವತ್ತನ್ನು ನನ್ನ ಕಕ್ಷಿದಾರರು ಖರೀದಿಸಲು ಮಾತುಕತೆ ನಡೆಸಿದ್ದು, ಸದರಿ ಸ್ವತ್ತಿನ ಮೇಲೆ ಯಾವುದೇ ವ್ಯಕ್ತಿಗಳಿಗೆ ಹಕ್ಕು, ಬಾಧ್ಯತೆ, ಆಕ್ಷೇಪಣೆಗಳಿದ್ದಲ್ಲಿ ಈ ಪ್ರಕಟಣೆ ಪ್ರಕಟವಾದ 7 ದಿನಗಳ ಒಳಗಾಗಿ ಸೂಕ್ತ ದಾಖಲೆಗಳೊಂದಿಗೆ ಕೆಳಕಂಡ ವಿಳಾಸಕ್ಕೆ ಲಿಖಿತವಾಗಿ ತಿಳಿಸತಕ್ಕದ್ದು. ತಪ್ಪಿದಲ್ಲಿ ಯಾವುದೇ ಆಕ್ಷೇಪಣೆಗಳು ಇಲ್ಲವೆಂದು ಪರಿಗಣಿಸಿ ಕ್ರಯದ ವ್ಯವಹಾರವನ್ನು ಪೂರ್ಣಗೊಳಿಸಲಾಗುವುದು. (714, 173, 823, 226)
pn-sign: G. M. PARAMASIVAIAH, B.Sc., LL.B., ADVOCATE, "SAMRUDDHI", No.37, I Main, Basavanagudi, BANGALORE-560 004, Mob: 9844288688 (831, 348, 930, 382)
table-cell: ಶ್ರೀ. ಎಸ್. ರವಿ, ನಂ. 86/4, New Layout, Chelovadipalya, Chickpet, Bengaluru-53 (152, 1222, 287, 1278)
table-cell: 01 (445, 514, 498, 524)
table-cell: ತಾಲ್ಲೂಕು ಆಸ್ಪತ್ರೆ ಕುಮಟಾ (273, 428, 445, 438)
registration-dot (96, 1469, 102, 1475)
registration-marks-left (96, 1469, 126, 1475)
table-cell: ತಾಲ್ಲೂಕು ಆಸ್ಪತ್ರೆ ಹೊನ್ನಾವರ (273, 438, 445, 448)
ad-contact-phone-1[interactable]: 9845438807 (138, 876, 230, 892)
dept-sub: (ಪಂಚಾಯತ್ ರಾಜ್ ಇಂಜಿನಿಯರಿಂಗ್ ಇಲಾಖೆ) (81, 266, 167, 273)
court-case: C.MIS.NO.: 122/2025 (35, 575, 97, 582)
change-of-name (711, 34, 826, 158)
table-cell: ತಾಲ್ಲೂಕು ಆಸ್ಪತ್ರೆ ಸಿದ್ದಾಪುರ (273, 466, 445, 476)
pp-sign: ಮನೋಜ್ ಕುಮಾರ್ ಡಿ.ಎ. ವಕೀಲರು, ನಂ.82, 1ನೇ ಮಹಡಿ, ಬೆಂಗಳೂರು - 560 101 (714, 371, 811, 384)
bank-address: ಆಡಳಿತ ಕಛೇರಿ: ನಂ. 3, ಪಂಪಮಹಾಕವಿ ರಸ್ತೆ, ಚಾಮರಾಜಪೇಟೆ, ಬೆಂಗಳೂರು-18 (272, 939, 450, 947)
registration-dot (836, 1469, 842, 1475)
registration-dot (844, 1469, 850, 1475)
schedule-row (249, 555, 586, 565)
table-cell: ತಾಲ್ಲೂಕು ಆಸ್ಪತ್ರೆ ಹಳಿಯಾಳ (273, 495, 445, 505)
table-cell: 2 (138, 1054, 153, 1110)
table-cell: 29.04.2025 ಬೆಳಿಗ್ಗೆ 11.00 (535, 1054, 585, 1110)
ref-date: ದಿನಾಂಕ: 21-03-2025 (527, 358, 585, 366)
possession-entry (603, 933, 935, 966)
sbs-logo: SBS (605, 741, 633, 758)
entry-possession-date: ಸ್ವಾಧೀನ ಪಡೆದ ದಿನಾಂಕ: 19.03.2025 (852, 877, 935, 884)
registration-dot (112, 1469, 118, 1475)
kkrtc-title: ಕಲ್ಯಾಣ ಕರ್ನಾಟಕ ರಸ್ತೆ ಸಾರಿಗೆ ನಿಗಮ (629, 393, 784, 409)
court-notice-2 (126, 549, 240, 851)
table-cell: ರೂ. 76,61,101/- (18.03.2025) ಮೀಸಲು ಬೆಲೆ: ರೂ. 98,30,000/- (442, 1166, 535, 1222)
notice-ref: ವಾ.ಸ.ಇ/ಕಲಬುರಗಿ/1139/ಕ.ಸ.ಅ.ಇ.ಸ/2024-25 (604, 697, 713, 705)
dc-case: R.P. NO.394/2023 (624, 60, 677, 67)
schedule-row (249, 612, 586, 622)
court-case: C.MIS.NO.: 123/2025 (152, 575, 214, 582)
office-title-2: ಪಂಚಾಯತ್ ರಾಜ್ ಇಂಜಿನಿಯರಿಂಗ್ ವಿಭಾಗ,ವಿಜಯಪುರ (49, 284, 199, 294)
court-sign: By Order Of The Court, SHERISTEDAR, CIVIL JUDGE & JMFC, COURT MAGADI (129, 816, 236, 836)
schedule-cell: 7 (249, 602, 259, 612)
ac-notice (8, 856, 124, 1466)
table-cell: 29.04.2025 ಮಧ್ಯಾಹ್ನ 02.00 (535, 1166, 585, 1222)
table-header: ಕ್ರ.ಸಂ (138, 988, 153, 998)
table-row (249, 504, 498, 514)
con-body: I, POTHARAJU SREE NAGA USHA SWETHA W/o Mr. POTHARAJU RAMA KRISHNA PRASAD, aged 38 years, R/o No. 104, Dwarakamai Residency, Bhogenahalli Road, J C R Layout, Panathur, Varthur, Bengaluru-560087, do hereby declare that I have changed my name from SREE NAGA USHA SWETHA J to POTHARAJU SREE NAGA USHA SWETHA, henceforth and I shall be known and called as POTHARAJU SREE NAGA USHA SWETHA for all purpose, vide affidavit dated 24th MARCH 2025, sworn before Advocate and Notary (714, 47, 823, 139)
pn-schedule-title: SCHEDULE OF PROPERTIES (843, 198, 925, 205)
table-cell: ತಾಲ್ಲೂಕು ಆಸ್ಪತ್ರೆ ಜೋಯಿಡಾ (273, 504, 445, 514)
notice-title: ಸ್ವಾಧೀನ ಸೂಚನೆ (705, 789, 760, 801)
mini-line-2: ರಸ್ತೆಗುಂಡಿಗೆ ಶಾಶ್ವತ ಪರಿಹಾರ (617, 281, 684, 290)
bank-title: ದಿ ಬೆಂಗಳೂರು ಸಿಟಿ ಕೋ-ಆಪರೇಟಿವ್ ಬ್ಯಾಂಕ್ ಲಿಮಿಟೆಡ್ (230, 914, 510, 933)
ac-advocate: M MOHAN KUMAR (30, 1404, 102, 1413)
total-value: 13 (445, 523, 498, 533)
table-cell: 1 (138, 998, 153, 1054)
auction-table (137, 988, 585, 1279)
table-cell: 2 (249, 419, 273, 429)
table-header: ಹರಾಜು ದಿನಾಂಕ (535, 988, 585, 998)
section-title: ಪ್ರಾದೇಶಿಕ (405, 0, 445, 16)
schedule-cell: 24-03-2025 ರಿಂದ (430, 555, 585, 565)
table-cell: 29.04.2025 ಬೆಳಿಗ್ಗೆ 10.00 (535, 998, 585, 1054)
table-row (138, 1054, 585, 1110)
sbs-phone: ದೂರವಾಣಿ ಸಂಖ್ಯೆ: 080-26762629/30, 41122816 (600, 773, 938, 787)
dc-body: BETWEEN: Smt. Ramakka ...PETITIONER AND: The Asst. Commissioner and others. ...RESPONDENTS. SUMMONS TO THE RESPONDENT NO.4: 4. Smt. Vijayalakshmi W/o Late Narayanaswamy Aged about 60 years, R/at Bidarguppe Village, Attibele Hobli, Anekal Taluk-562 107. Whereas, the Petitioner has filed the above Revision petition against you and others Respondents, challenging the impugned order of the first Respondent in respect of the land in question and you are hereby summoned to appear in this Court either in person or by pleader on 15/4/2025 at 11-00 A.M. to answer the same, failing which the matter will be heard and decided in your absence. Given under my hand and seal of this Court the 10th day of March 2025. (596, 71, 705, 197)
table-header: ಹುದ್ದೆಗಳ ಸಂಖ್ಯೆ (445, 400, 498, 410)
ref-number: ಸಂಖ್ಯೆ:ಜಿಆಆ/Ab-Ark ಮಾ.ಸ/211/2024-25 (249, 358, 360, 366)
schedule-cell: ಆರ್ಥಿಕ ಬಿಡ್ ತೆರೆಯುವ ದಿನಾಂಕ (259, 583, 430, 593)
table-row (249, 466, 498, 476)
schedule-cell: ಟೆಂಡರ್‌ನ ಇಎಂಡಿ ಮೊತ್ತ (259, 602, 430, 612)
tender-health-karwar (244, 323, 590, 903)
table-cell: 11 (249, 504, 273, 514)
ad-contact-phone-2[interactable]: 9611755391 (138, 892, 230, 908)
notice-ref: ವಾ.ಸ.ಇ/ವಿಜಯಪುರ/786/ಹಿಪ್ರಪ್ರ/2024-25 (11, 495, 96, 502)
schedule-cell: 2 (249, 555, 259, 565)
schedule-cell: 1 (249, 545, 259, 555)
registration-dot (828, 1469, 834, 1475)
table-header: ಸಾಲಗಾರರ ಹೆಸರು & ವಿಳಾಸ (152, 988, 287, 998)
con-sign: R. VISHWANATH at Bangalore. (714, 147, 805, 153)
table-cell: ಪೂರ್ವ: 32 ಅಡಿಗಳು, ಪಶ್ಚಿಮ: 32 ಅಡಿಗಳು, ಉತ್ತರ: 27 ಅಡಿಗಳು, ದಕ್ಷಿಣ: 27 ಅಡಿಗಳು. ಸೈಟ್ ನಂ. 22/4 (287, 998, 442, 1054)
registration-dot (820, 1469, 826, 1475)
gov-label: ಕರ್ನಾಟಕ ಸರ್ಕಾರ (398, 326, 436, 334)
schedule-cell: 16-04-2025 ರ ಬೆಳಿಗ್ಗೆ 11-00 ಘಂಟೆ (430, 583, 585, 593)
court-notice-1 (8, 549, 124, 851)
schedule-cell: 6 (249, 593, 259, 603)
table-cell: 01 (445, 476, 498, 486)
table-cell: 9 (249, 485, 273, 495)
entry-demand-date: ಬೇಡಿಕೆ ನೋಟಿಸ್ ದಿನಾಂಕ: 20.09.2023 (603, 877, 690, 884)
story-chikitse (246, 24, 592, 314)
schedule-cell: ಇ-ಪ್ರೊಕ್ಯೂರ್‌ಮೆಂಟ್ ವೆಬ್‌ಸೈಟ್ ಮೂಲಕ ಟೆಂಡರ್ ಸಲ್ಲಿಸಲು ಕೊನೆಯ ದಿನಾಂಕ (259, 564, 430, 574)
table-cell: ಪೂರ್ವ: 40 ಅಡಿಗಳು, ಪಶ್ಚಿಮ: 40 ಅಡಿಗಳು, ಉತ್ತರ: 60 ಅಡಿಗಳು, ದಕ್ಷಿಣ: 60 ಅಡಿಗಳು (287, 1110, 442, 1166)
table-cell: ರೂ. 4,18,617/- (18.03.2025) ಮೀಸಲು ಬೆಲೆ: ರೂ. 15,00,000/- (442, 1222, 535, 1278)
kkrtc-logo-icon (605, 393, 623, 411)
registration-dot (104, 1469, 110, 1475)
table-cell: ತಾಲ್ಲೂಕು ಆಸ್ಪತ್ರೆ ಯಲ್ಲಾಪುರ (273, 476, 445, 486)
auction-date: ದಿನಾಂಕ: 24.03.2025 (138, 1298, 191, 1306)
court-body: PETITIONER: Sri. Krishnappa, S/o late Papanna, Aged about 62 years, R/at #12, Balaji layout, Behind Govt School, Byadarahalli, Bengaluru North. RESPONDENTS: 1) The Tahasildar, Magadi Taluk. 2) Smt. Gangamma W/o late Papanna. 3) Smt. Pramavathi W/o Umesh. 4) Sri. Suresh S/o late Papanna. 5) Sri. Ramesh S/o late Papanna. 6) Smt. Sumitra W/o Kamalanatha K.T. PAPER PUBLICATION NOTICE: WHEREAS, the petitioner above named has filed the above petition against the Respondents for obtaining the death certificate of late LAKSHMAMMA. The case is posted to 02.05.2025 at 11.00 A.M. Objections if any may be filed before the court on that day, failing which the matter will be heard and decided ex-parte. (129, 586, 237, 712)
table-cell: ಶ್ರೀ. ಮಂಜುನಾಥ, ನಂ. 46, 2ನೇ ಮುಖ್ಯರಸ್ತೆ, ಗಿರಿನಗರ, ಬೆಂಗಳೂರು-85 (152, 1166, 287, 1222)
ref-number: ಸಂ.ಕಕರಸಾನಿ/ಕೇಕ/ಲೆಕ್ಕ/ಮು.ಲೆ.ಅ/3827/2024-25 (605, 417, 711, 423)
table-cell: ಸಮುದಾಯ ಆರೋಗ್ಯ ಕೇಂದ್ರ ದಾಂಡೇಲಿ, ಹಳಿಯಾಳ (273, 514, 445, 524)
registration-dot (120, 1469, 126, 1475)
schedule-row (249, 583, 586, 593)
bank-established: ಸ್ಥಾಪನೆ: 1907 (138, 920, 168, 927)
table-cell: ಸೈಟ್ ನಂ. 257, ಪೂರ್ವ: 39/34 ಅಡಿಗಳು, ಪಶ್ಚಿಮ: 40 ಅಡಿಗಳು. Remaining portion of the same property gifted to parvathamma (287, 1054, 442, 1110)
story-rathotsava (8, 24, 240, 250)
ref-date: ದಿನಾಂಕ:21.03.2025 (190, 311, 236, 318)
possession-entry (603, 900, 935, 933)
schedule-cell: 5 (249, 583, 259, 593)
auction-sign: ಸಹಿ/- ಅಧಿಕೃತ ಅಧಿಕಾರಿ, ದಿ ಬೆಂಗಳೂರು ಸಿಟಿ ಕೋ-ಆಪರೇಟಿವ್ ಬ್ಯಾಂಕ್ ಲಿ. (409, 1298, 559, 1306)
sbs-place: ಸ್ಥಳ: ಬೆಂಗಳೂರು (605, 976, 639, 984)
table-cell: 7 (249, 466, 273, 476)
entry-demand-date: ಬೇಡಿಕೆ ನೋಟಿಸ್ ದಿನಾಂಕ: 20.09.2023 (603, 910, 690, 917)
schedule-cell: ಟೆಂಡರ್‌ನ ಅಂದಾಜು ಮೊತ್ತ (259, 593, 430, 603)
table-row (138, 998, 585, 1054)
table-row (249, 476, 498, 486)
mini-line-4: ಆರ್ ಆರ್ ನಗರದ ಕೆಲವೆಡೆ ರಸ್ತೆಗಳ ಗುಂಡಿಗಳು ಅಪಾಯಕಾರಿಯಾಗಿದ್ದು, ವಾಹನ ಸವಾರರು ಪರದಾಡುವಂತಾಗಿದೆ. (597, 300, 704, 314)
table-cell: 01 (445, 485, 498, 495)
pn-title: PUBLIC NOTICE (829, 35, 939, 46)
table-total-row (249, 523, 498, 533)
possession-entry (603, 828, 935, 867)
table-cell: 6 (249, 457, 273, 467)
table-cell: ರೂ. 37,42,841/- (18.03.2025) ಮೀಸಲು ಬೆಲೆ: ರೂ. 26,00,000/- (442, 998, 535, 1054)
sbs-title: ಸ್ವರ್ಣಭಾರತಿ ಸಹಕಾರ ಬ್ಯಾಂಕ್ ನಿ. (638, 740, 804, 758)
notice-title: ಬಹಿರಂಗ ಹರಾಜಿನ ಮೂಲಕ ಸ್ಥಿರಾಸ್ತಿ ಮಾರಾಟ (134, 957, 588, 967)
table-cell: 10 (249, 495, 273, 505)
office-phone: ದೂರವಾಣಿ ಸಂ:08352-277816, ಫ್ಯಾಕ್ಸ್:08352-277817 (50, 294, 198, 302)
table-cell: 4 (249, 438, 273, 448)
page-header (0, 0, 945, 20)
notice-intro: 2025-26 ನೇ ಸಾಲಿನ ಉತ್ತರ ಕನ್ನಡ ಜಿಲ್ಲೆಯ ಆಯುಷ್ಮಾನ್ ಭಾರತ್ ಪ್ರಧಾನ ಮಂತ್ರಿ ಜನಆರೋಗ್ಯ ಯೋಜನೆ ಆರೋಗ್ಯ ಕರ್ನಾಟಕ ಯೋಜನೆಯಡಿ ಕ್ಲೇಮ್ ಮೊತ್ತದಲ್ಲಿ ಔಷಧಿ ಮತ್ತು ಇತರೆ ಸಾಮಗ್ರಿಗಳ ಸರಬರಾಜು ಮಾಡಲು ಅರ್ಹ ಸಂಸ್ಥೆಗಳಿಂದ ಇ-ಟೆಂಡರ್ ಆಹ್ವಾನಿಸಲಾಗಿದೆ. ವಿವರಗಳಿಗೆ https://kppp.karnataka.gov.in ಸಂಪರ್ಕಿಸಬಹುದು. (248, 382, 586, 397)
schedule-cell: ರೂ. 71,400/- (ಶೇ.2.00%) (430, 602, 585, 612)
schedule-row (249, 602, 586, 612)
table-header: ಆಸ್ಪತ್ರೆಯ ಹೆಸರು (273, 400, 445, 410)
table-cell: ತಾಲ್ಲೂಕು ಆಸ್ಪತ್ರೆ ಮುಂಡಗೋಡ (273, 485, 445, 495)
table-row (249, 485, 498, 495)
table-cell: ಶ್ರೀ. ಪಿ. ನವೀನ್, ನಂ.25/7, ನಾಗಂಡನಹಳ್ಳಿ, ಬೆಂಗಳೂರು-90. ಜಾಮೀನುದಾರರು: ಶ್ರೀ. ರಾಜಣ್ಣ (152, 1054, 287, 1110)
entry-demand-date: ಬೇಡಿಕೆ ನೋಟಿಸ್ ದಿನಾಂಕ: 20.09.2023 (603, 838, 690, 845)
notice-kind: (ಸ್ಥಿರಾಸ್ತಿ) (815, 791, 834, 799)
entry-borrowers: 3. ಸಾಲಗಾರರು/ಜಾಮೀನುದಾರರು: (1) ಶ್ರೀ ಮಂಜುನಾಥ ಬಿ. (2) ಶ್ರೀ ಪ್ರಕಾಶ್ ಎಂ, ನಂ. 7, ಕತ್ರಿಗುಪ್ಪೆ, ಬೆಂಗಳೂರು-560085 (603, 903, 846, 910)
health-contact: ದೂರವಾಣಿ: 08382-222452 Mobile No:9448547450 (365, 625, 501, 632)
entry-amount: ಬಾಕಿ ಮೊತ್ತ: ರೂ.43,80,000/- ಮತ್ತು ಮುಂದಿನ ಬಡ್ಡಿ ಹಾಗೂ ಇತರೆ ವೆಚ್ಚಗಳು (603, 884, 758, 891)
table-cell: 01 (445, 409, 498, 419)
table-cell: ಪಂಡಿತ್ ಸಾರ್ವಜನಿಕ ಆಸ್ಪತ್ರೆ ಶಿರಸಿ (273, 457, 445, 467)
entry-borrowers: 2. ಸಾಲಗಾರರು/ಜಾಮೀನುದಾರರು: (1) ಶ್ರೀ ರಮೇಶ್ ಕೆ. (2) ಶ್ರೀಮತಿ ಸುಮಾ ಆರ್, ನಂ. 12, ಜೆ.ಪಿ ನಗರ, ಬೆಂಗಳೂರು-560078 (603, 870, 857, 877)
table-cell: 12 (249, 514, 273, 524)
table-cell: 29.04.2025 ಮಧ್ಯಾಹ್ನ 03.00 (535, 1222, 585, 1278)
schedule-head: ವಿವರಗಳು (249, 536, 586, 546)
total-label: ಒಟ್ಟು ಹುದ್ದೆಗಳ ಸಂಖ್ಯೆ (249, 523, 445, 533)
hospital-table (248, 399, 498, 533)
bank-logo-icon (562, 913, 584, 935)
con-title: CHANGE OF NAME (712, 35, 825, 45)
health-email: ಇ-ಮೇಲ್:dioukannadaq@gmail.com (365, 636, 455, 643)
schedule-cell: ಜಿಆಆ/Ab-Ark ಮಾ.ಸ/ /2024-25 ದಿನಾಂಕ:24-03-2025 (430, 545, 585, 555)
